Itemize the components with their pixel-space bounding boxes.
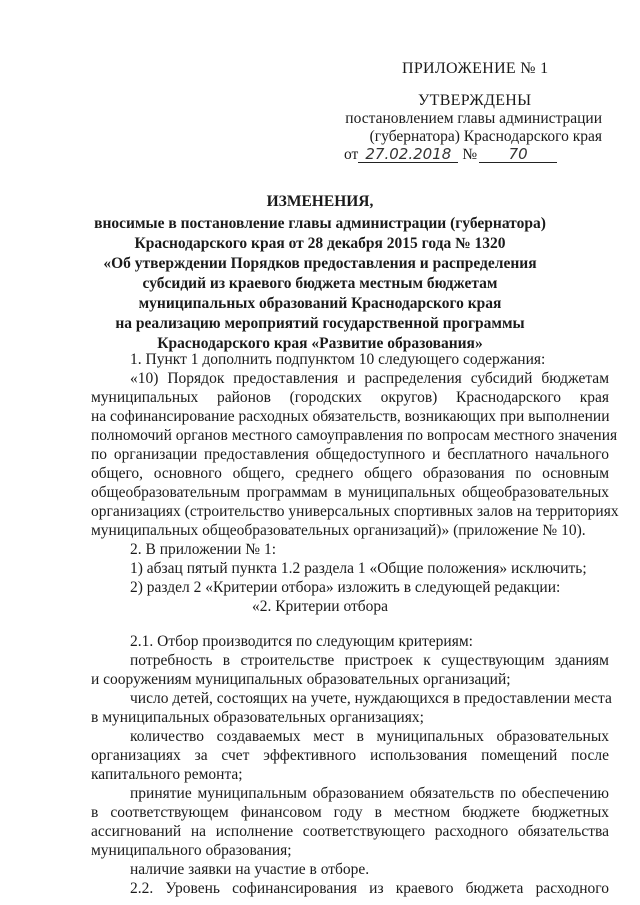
title-line: на реализацию мероприятий государственной программы xyxy=(115,315,525,332)
paragraph-line: общего, основного общего, среднего общего образования по основным xyxy=(91,465,609,482)
paragraph-line: и сооружениям муниципальных образовательных организаций; xyxy=(91,671,511,688)
title-line: субсидий из краевого бюджета местным бюджетам xyxy=(142,275,498,292)
paragraph-line: по организации предоставления общедоступного и бесплатного начального xyxy=(91,446,609,463)
paragraph-line: в муниципальных образовательных организациях; xyxy=(91,709,424,726)
title-line: муниципальных образований Краснодарского края xyxy=(138,295,502,312)
paragraph-line: муниципальных общеобразовательных организаций)» (приложение № 10). xyxy=(91,522,586,539)
paragraph-line: муниципального образования; xyxy=(91,842,292,859)
handwritten-number: 70 xyxy=(479,146,557,163)
paragraph-line: 1. Пункт 1 дополнить подпунктом 10 следующего содержания: xyxy=(130,351,546,368)
approved-label: УТВЕРЖДЕНЫ xyxy=(418,92,532,109)
paragraph-line: 2) раздел 2 «Критерии отбора» изложить в следующей редакции: xyxy=(130,579,561,596)
paragraph-line: 2.2. Уровень софинансирования из краевого бюджета расходного xyxy=(130,880,609,897)
title-line: «Об утверждении Порядков предоставления и распределения xyxy=(103,255,537,272)
number-prefix: № xyxy=(462,146,478,163)
date-prefix: от xyxy=(344,146,359,163)
paragraph-line: ассигнований на исполнение соответствующего расходного обязательства xyxy=(91,823,609,840)
approved-by-line: (губернатора) Краснодарского края xyxy=(369,128,602,145)
paragraph-line: 2.1. Отбор производится по следующим критериям: xyxy=(130,633,473,650)
paragraph-line: принятие муниципальным образованием обязательств по обеспечению xyxy=(130,785,609,802)
paragraph-line: организациях (строительство универсальных спортивных залов на территориях xyxy=(91,503,619,520)
title-line: Краснодарского края «Развитие образования» xyxy=(157,335,483,352)
resolution-date-row xyxy=(344,146,557,164)
section-heading: «2. Критерии отбора xyxy=(251,598,389,615)
document-heading: ИЗМЕНЕНИЯ, xyxy=(266,193,374,210)
paragraph-line: муниципальных районов (городских округов) Краснодарского края xyxy=(91,389,609,406)
paragraph-line: полномочий органов местного самоуправления по вопросам местного значения xyxy=(91,427,618,444)
paragraph-line: потребность в строительстве пристроек к существующим зданиям xyxy=(130,652,609,669)
paragraph-line: число детей, состоящих на учете, нуждающихся в предоставлении места xyxy=(130,690,612,707)
paragraph-line: капитального ремонта; xyxy=(91,766,243,783)
paragraph-line: количество создаваемых мест в муниципальных образовательных xyxy=(130,728,609,745)
approved-by-line: постановлением главы администрации xyxy=(345,110,602,127)
paragraph-line: на софинансирование расходных обязательств, возникающих при выполнении xyxy=(91,408,610,425)
handwritten-date: 27.02.2018 xyxy=(358,146,458,163)
title-line: Краснодарского края от 28 декабря 2015 года № 1320 xyxy=(134,235,506,252)
paragraph-line: общеобразовательным программам в муниципальных общеобразовательных xyxy=(91,484,609,501)
appendix-label: ПРИЛОЖЕНИЕ № 1 xyxy=(402,60,549,77)
title-line: вносимые в постановление главы администрации (губернатора) xyxy=(94,215,546,232)
paragraph-line: наличие заявки на участие в отборе. xyxy=(130,861,370,878)
paragraph-line: 2. В приложении № 1: xyxy=(130,541,277,558)
paragraph-line: «10) Порядок предоставления и распределения субсидий бюджетам xyxy=(130,370,609,387)
paragraph-line: в соответствующем финансовом году в местном бюджете бюджетных xyxy=(91,804,609,821)
paragraph-line: 1) абзац пятый пункта 1.2 раздела 1 «Общие положения» исключить; xyxy=(130,560,587,577)
paragraph-line: организациях за счет эффективного использования помещений после xyxy=(91,747,609,764)
